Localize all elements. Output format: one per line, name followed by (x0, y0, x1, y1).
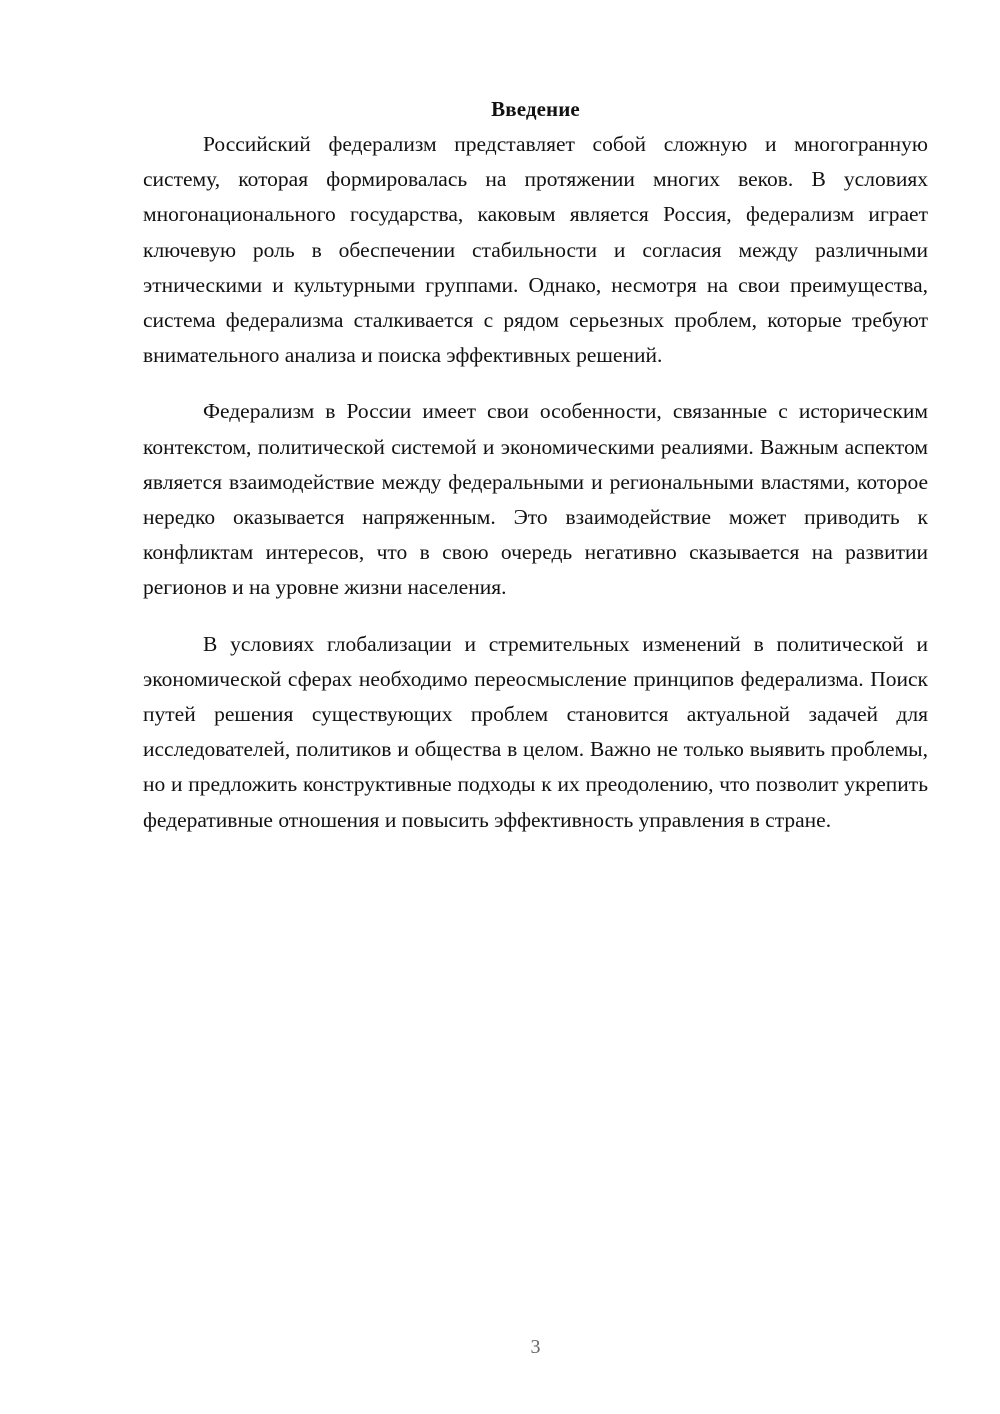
section-heading: Введение (491, 97, 580, 121)
paragraph-3: В условиях глобализации и стремительных изменений в политической и экономической сферах необходимо переосмысление принципов федерализма. Поиск путей решения существующих проблем становится актуальной задачей для исследователей, политиков и общества в целом. Важно не только выявить проблемы, но и предложить конструктивные подходы к их преодолению, что позволит укрепить федеративные отношения и повысить эффективность управления в стране. (143, 631, 928, 832)
paragraph-2: Федерализм в России имеет свои особенности, связанные с историческим контекстом, политической системой и экономическими реалиями. Важным аспектом является взаимодействие между федеральными и региональными властями, которое нередко оказывается напряженным. Это взаимодействие может приводить к конфликтам интересов, что в свою очередь негативно сказывается на развитии регионов и на уровне жизни населения. (143, 399, 928, 600)
page-number: 3 (530, 1336, 541, 1358)
document-body (143, 92, 928, 859)
paragraph-1: Российский федерализм представляет собой сложную и многогранную систему, которая формировалась на протяжении многих веков. В условиях многонационального государства, каковым является Россия, федерализм играет ключевую роль в обеспечении стабильности и согласия между различными этническими и культурными группами. Однако, несмотря на свои преимущества, система федерализма сталкивается с рядом серьезных проблем, которые требуют внимательного анализа и поиска эффективных решений. (143, 132, 928, 368)
